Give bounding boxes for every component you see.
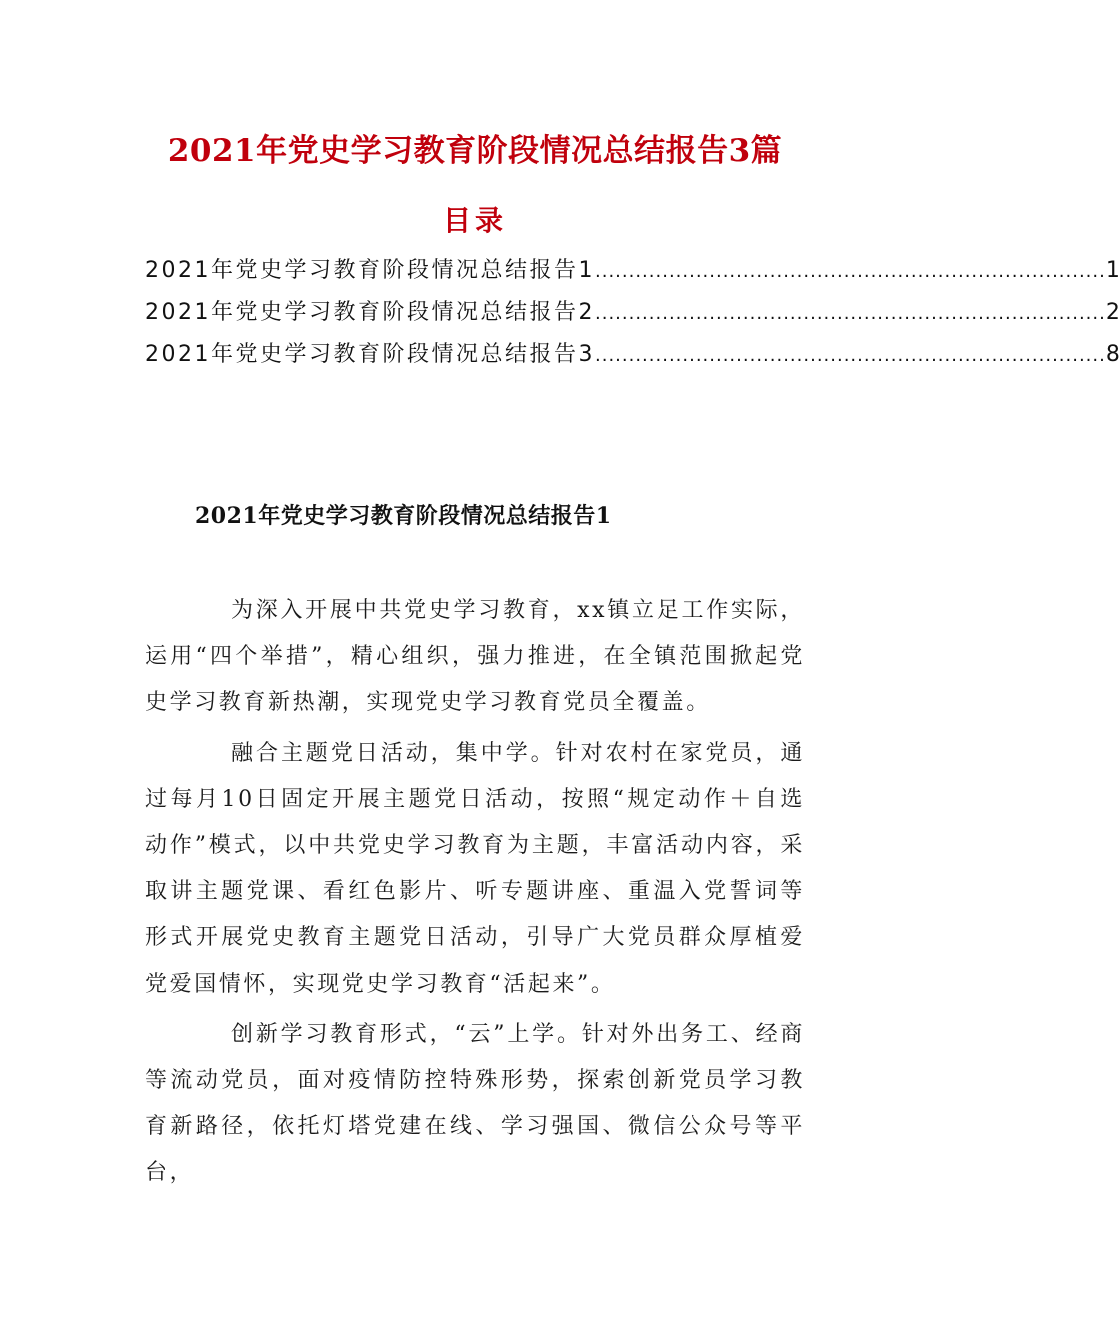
toc-entry-1[interactable] xyxy=(145,250,1120,292)
toc-page-number: 8 xyxy=(1105,342,1120,367)
toc-page-number: 2 xyxy=(1105,300,1120,325)
toc-heading: 目录 xyxy=(442,204,507,237)
toc-leader-dots: ............................................................................ xyxy=(595,261,1106,282)
body-text xyxy=(145,588,805,1201)
paragraph: 融合主题党日活动，集中学。针对农村在家党员，通过每月10日固定开展主题党日活动，按照“规定动作＋自选动作”模式，以中共党史学习教育为主题，丰富活动内容，采取讲主题党课、看红色影片、听专题讲座、重温入党誓词等形式开展党史教育主题党日活动，引导广大党员群众厚植爱党爱国情怀，实现党史学习教育“活起来”。 xyxy=(145,740,805,997)
paragraph: 创新学习教育形式，“云”上学。针对外出务工、经商等流动党员，面对疫情防控特殊形势，探索创新党员学习教育新路径，依托灯塔党建在线、学习强国、微信公众号等平台， xyxy=(145,1021,805,1186)
toc-entry-2[interactable] xyxy=(145,292,1120,334)
toc-leader-dots: ............................................................................ xyxy=(595,345,1106,366)
paragraph: 为深入开展中共党史学习教育，xx镇立足工作实际，运用“四个举措”，精心组织，强力推进，在全镇范围掀起党史学习教育新热潮，实现党史学习教育党员全覆盖。 xyxy=(145,598,805,716)
document-title: 2021年党史学习教育阶段情况总结报告3篇 xyxy=(167,133,783,169)
toc-entry-title: 2021年党史学习教育阶段情况总结报告1 xyxy=(145,258,595,283)
table-of-contents xyxy=(145,250,1120,376)
toc-entry-3[interactable] xyxy=(145,334,1120,376)
section-heading: 2021年党史学习教育阶段情况总结报告1 xyxy=(195,503,612,529)
toc-entry-title: 2021年党史学习教育阶段情况总结报告3 xyxy=(145,342,595,367)
toc-entry-title: 2021年党史学习教育阶段情况总结报告2 xyxy=(145,300,595,325)
toc-page-number: 1 xyxy=(1105,258,1120,283)
toc-leader-dots: ............................................................................ xyxy=(595,303,1106,324)
